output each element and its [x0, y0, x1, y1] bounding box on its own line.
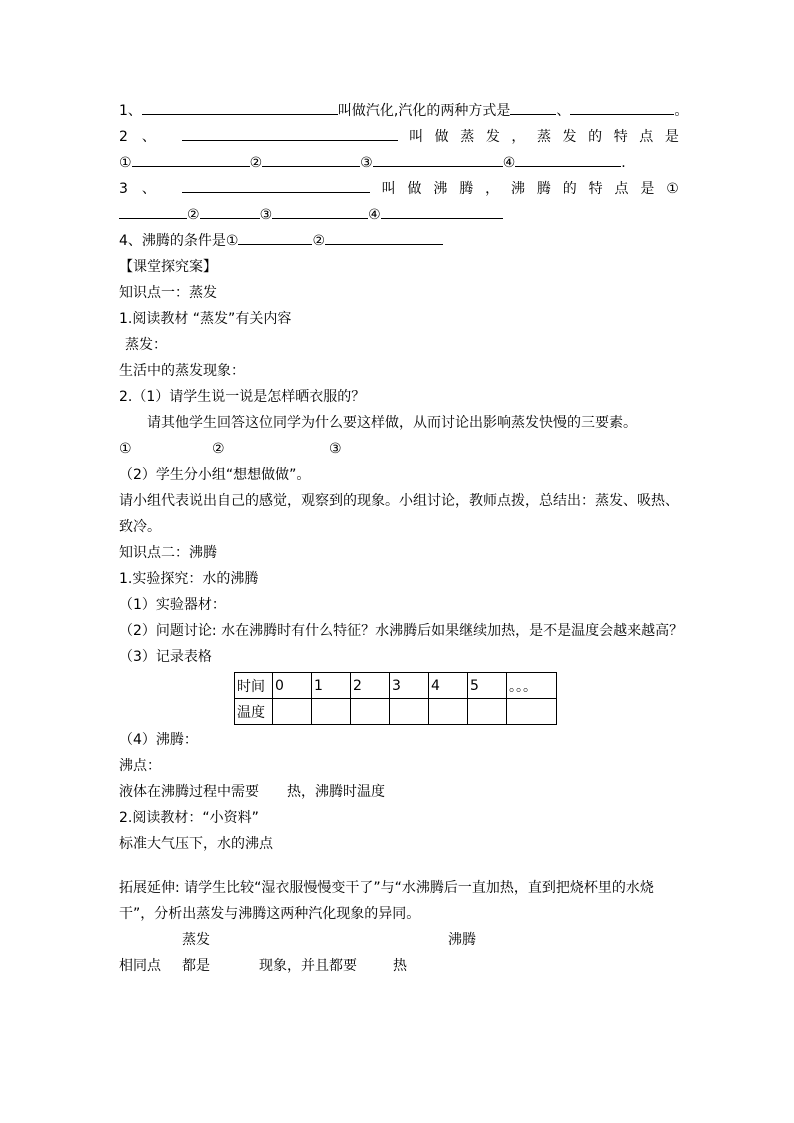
- q1-blank-1[interactable]: [142, 98, 338, 115]
- same-c: 热: [393, 958, 407, 974]
- same-label: 相同点: [119, 958, 161, 974]
- q3-c2: ②: [187, 207, 200, 223]
- q4-blank-1[interactable]: [238, 228, 312, 245]
- q2-char: 点: [639, 129, 654, 145]
- q2-c4: ④: [502, 155, 516, 171]
- liquid-text-b: 热，沸腾时温度: [287, 784, 385, 800]
- q3-char: 沸: [433, 181, 448, 197]
- kp1-sub-2: （2）学生分小组“想想做做”。: [119, 467, 311, 483]
- kp2-liquid: [119, 779, 679, 805]
- q3-char: 做: [407, 181, 422, 197]
- table-cell: 温度: [235, 699, 273, 725]
- table-row: [235, 673, 557, 699]
- kp1-item-2: 2.（1）请学生说一说是怎样晒衣服的？: [119, 389, 366, 405]
- question-3-line-1: [119, 176, 679, 202]
- q3-char: 腾: [459, 181, 474, 197]
- col-evaporation: 蒸发: [182, 932, 210, 948]
- kp1-para-2: 致冷。: [119, 519, 161, 535]
- q2-c2: ②: [249, 155, 263, 171]
- q2-char: 是: [664, 129, 679, 145]
- q2-char: 的: [588, 129, 603, 145]
- section-title: 【课堂探究案】: [119, 259, 217, 275]
- kp2-item-1: 1.实验探究：水的沸腾: [119, 571, 259, 587]
- q3-c3: ③: [259, 207, 273, 223]
- q1-text: 叫做汽化,汽化的两种方式是: [337, 103, 511, 119]
- q2-blank-5[interactable]: [515, 150, 621, 167]
- ext-same: [119, 953, 679, 979]
- table-cell: 。。。: [507, 673, 557, 699]
- q3-char: 的: [562, 181, 577, 197]
- q3-blank-1[interactable]: [182, 176, 370, 193]
- q2-blank-3[interactable]: [262, 150, 360, 167]
- kp2-item-2: 2.阅读教材：“小资料”: [119, 810, 259, 826]
- q1-blank-3[interactable]: [570, 98, 674, 115]
- q1-number: 1、: [119, 103, 142, 119]
- q3-blank-5[interactable]: [381, 202, 503, 219]
- table-input-cell[interactable]: [429, 699, 468, 725]
- kp1-life: 生活中的蒸发现象：: [119, 363, 245, 379]
- table-cell: 4: [429, 673, 468, 699]
- factor-2: ②: [212, 441, 225, 457]
- question-2-line-1: [119, 124, 679, 150]
- table-cell: 时间: [235, 673, 273, 699]
- question-2-line-2: [119, 150, 679, 176]
- q2-blank-4[interactable]: [373, 150, 503, 167]
- table-input-cell[interactable]: [468, 699, 507, 725]
- kp2-title: 知识点二：沸腾: [119, 545, 217, 561]
- kp1-item-2b: 请其他学生回答这位同学为什么要这样做，从而讨论出影响蒸发快慢的三要素。: [147, 415, 637, 431]
- kp1-title: 知识点一：蒸发: [119, 285, 217, 301]
- q2-c1: ①: [119, 155, 132, 171]
- ext-line-2: 干”，分析出蒸发与沸腾这两种汽化现象的异同。: [119, 906, 421, 922]
- q2-char: 做: [434, 129, 449, 145]
- same-b: 现象，并且都要: [259, 958, 357, 974]
- table-input-cell[interactable]: [351, 699, 390, 725]
- q2-char: 发: [485, 129, 500, 145]
- kp2-s1: （1）实验器材：: [119, 597, 226, 613]
- q3-blank-4[interactable]: [272, 202, 368, 219]
- kp2-s2: （2）问题讨论: 水在沸腾时有什么特征？水沸腾后如果继续加热，是不是温度会越来越高？: [119, 623, 684, 639]
- table-cell: 5: [468, 673, 507, 699]
- q1-sep: 、: [556, 103, 571, 119]
- worksheet: [119, 98, 689, 979]
- q3-c4: ④: [368, 207, 381, 223]
- record-table: [234, 672, 557, 725]
- q3-char: 腾: [536, 181, 551, 197]
- q3-blank-3[interactable]: [200, 202, 260, 219]
- q3-blank-2[interactable]: [119, 202, 187, 219]
- question-4: [119, 228, 679, 254]
- table-cell: 1: [312, 673, 351, 699]
- q3-char: ①: [666, 181, 679, 197]
- spacer: [119, 857, 679, 875]
- table-input-cell[interactable]: [390, 699, 429, 725]
- liquid-text-a: 液体在沸腾过程中需要: [119, 784, 259, 800]
- q2-end: .: [621, 155, 626, 171]
- table-cell: 0: [273, 673, 312, 699]
- kp1-item-1: 1.阅读教材 “蒸发”有关内容: [119, 311, 292, 327]
- q2-char: 特: [613, 129, 628, 145]
- q2-number: 2、: [119, 129, 170, 145]
- q3-char: 是: [640, 181, 655, 197]
- ext-columns: [119, 927, 679, 953]
- kp2-standard: 标准大气压下，水的沸点: [119, 836, 273, 852]
- q2-char: ，: [511, 129, 526, 145]
- question-1: [119, 98, 689, 124]
- q2-blank-1[interactable]: [182, 124, 398, 141]
- kp2-boiling-point: 沸点：: [119, 758, 161, 774]
- factor-1: ①: [119, 441, 132, 457]
- table-input-cell[interactable]: [312, 699, 351, 725]
- question-3-line-2: [119, 202, 679, 228]
- table-cell: 3: [390, 673, 429, 699]
- kp2-s3: （3）记录表格: [119, 649, 212, 665]
- q2-c3: ③: [360, 155, 373, 171]
- kp1-evaporation: 蒸发：: [125, 337, 167, 353]
- same-a: 都是: [182, 958, 210, 974]
- q4-blank-2[interactable]: [325, 228, 443, 245]
- q1-end: 。: [674, 103, 689, 119]
- q3-char: ，: [485, 181, 500, 197]
- q3-char: 叫: [381, 181, 396, 197]
- kp1-para-1: 请小组代表说出自己的感觉，观察到的现象。小组讨论，教师点拨，总结出：蒸发、吸热、: [119, 493, 679, 509]
- q4-text: 4、沸腾的条件是①: [119, 233, 239, 249]
- kp1-factors: [119, 436, 679, 462]
- q2-char: 叫: [409, 129, 424, 145]
- q3-number: 3、: [119, 181, 170, 197]
- q3-char: 特: [588, 181, 603, 197]
- record-table-wrap: [234, 672, 679, 725]
- table-row: [235, 699, 557, 725]
- kp2-s4: （4）沸腾：: [119, 732, 198, 748]
- factor-3: ③: [329, 441, 342, 457]
- q1-blank-2[interactable]: [510, 98, 556, 115]
- q4-c2: ②: [312, 233, 326, 249]
- q2-char: 发: [562, 129, 577, 145]
- q2-char: 蒸: [536, 129, 551, 145]
- q2-blank-2[interactable]: [132, 150, 250, 167]
- q3-char: 点: [614, 181, 629, 197]
- table-cell: 2: [351, 673, 390, 699]
- col-boiling: 沸腾: [448, 932, 476, 948]
- table-input-cell[interactable]: [507, 699, 557, 725]
- ext-line-1: 拓展延伸: 请学生比较“湿衣服慢慢变干了”与“水沸腾后一直加热，直到把烧杯里的水烧: [119, 880, 654, 896]
- table-input-cell[interactable]: [273, 699, 312, 725]
- q2-char: 蒸: [460, 129, 475, 145]
- q3-char: 沸: [511, 181, 526, 197]
